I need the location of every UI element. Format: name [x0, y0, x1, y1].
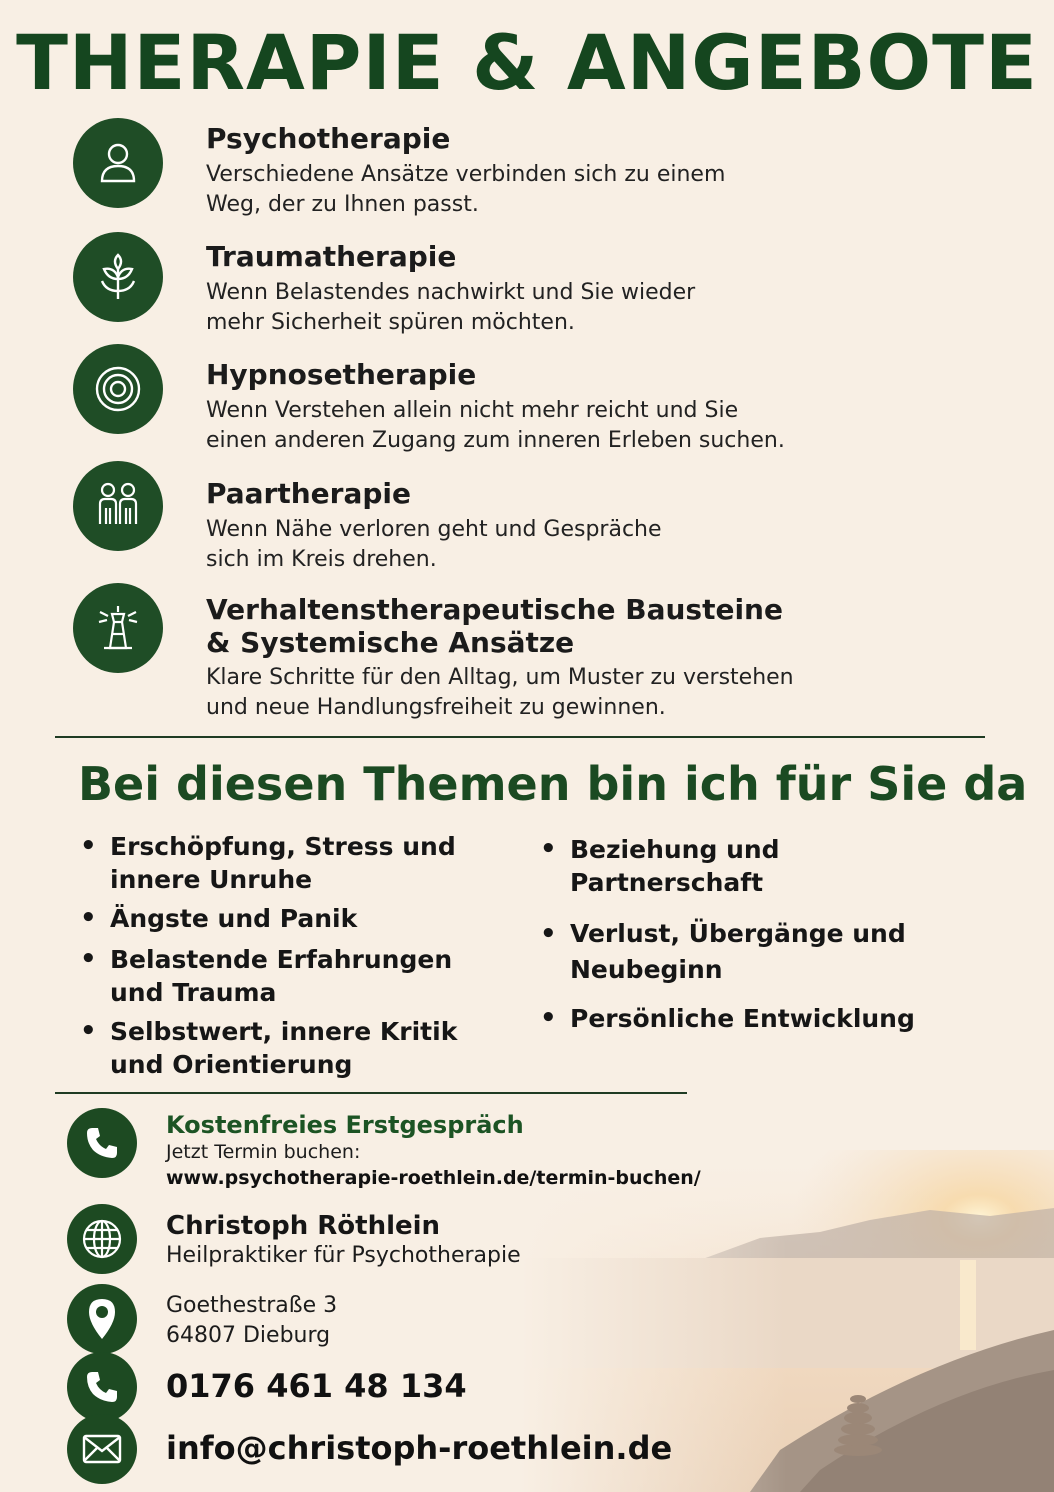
phone-number[interactable]: 0176 461 48 134: [166, 1367, 467, 1405]
phone-icon: [67, 1352, 137, 1422]
phone-icon: [67, 1108, 137, 1178]
address-city: 64807 Dieburg: [166, 1323, 331, 1348]
mail-icon: [67, 1414, 137, 1484]
person-block: [166, 1211, 521, 1271]
list-item: • Persönliche Entwicklung: [538, 1002, 968, 1035]
booking-text: Jetzt Termin buchen:: [166, 1141, 361, 1163]
service-title: Traumatherapie: [206, 240, 457, 273]
service-description: Klare Schritte für den Alltag, um Muster zu verstehen und neue Handlungsfreiheit zu gewinnen.: [206, 665, 794, 720]
list-item: • Belastende Erfahrungen und Trauma: [78, 943, 478, 1009]
list-item: • Selbstwert, innere Kritik und Orientierung: [78, 1015, 478, 1081]
list-item: • Ängste und Panik: [78, 902, 478, 935]
themes-heading: Bei diesen Themen bin ich für Sie da: [78, 757, 1028, 811]
service-title: Hypnosetherapie: [206, 358, 477, 391]
service-description: Verschiedene Ansätze verbinden sich zu einem Weg, der zu Ihnen passt.: [206, 162, 726, 217]
couple-icon: [73, 461, 163, 551]
globe-icon: [67, 1204, 137, 1274]
spiral-icon: [73, 344, 163, 434]
service-description: Wenn Verstehen allein nicht mehr reicht und Sie einen anderen Zugang zum inneren Erleben suchen.: [206, 398, 785, 453]
service-title: Paartherapie: [206, 477, 412, 510]
lighthouse-icon: [73, 583, 163, 673]
plant-icon: [73, 232, 163, 322]
address-block: [166, 1291, 337, 1351]
booking-block: [166, 1111, 701, 1191]
themes-list-left: [78, 830, 478, 1081]
person-name: Christoph Röthlein: [166, 1211, 441, 1241]
service-description: Wenn Nähe verloren geht und Gespräche sich im Kreis drehen.: [206, 517, 662, 572]
location-pin-icon: [67, 1284, 137, 1354]
list-item: • Verlust, Übergänge und Neubeginn: [538, 916, 968, 988]
booking-link[interactable]: www.psychotherapie-roethlein.de/termin-buchen/: [166, 1167, 701, 1189]
service-title: Verhaltenstherapeutische Bausteine & Systemische Ansätze: [206, 593, 783, 659]
list-item: • Beziehung und Partnerschaft: [538, 833, 968, 899]
divider: [55, 1092, 687, 1094]
address-street: Goethestraße 3: [166, 1293, 338, 1318]
themes-list-right: [538, 833, 968, 1035]
booking-title: Kostenfreies Erstgespräch: [166, 1111, 524, 1139]
list-item: • Erschöpfung, Stress und innere Unruhe: [78, 830, 478, 896]
service-description: Wenn Belastendes nachwirkt und Sie wieder mehr Sicherheit spüren möchten.: [206, 280, 696, 335]
service-title: Psychotherapie: [206, 122, 451, 155]
person-icon: [73, 118, 163, 208]
person-role: Heilpraktiker für Psychotherapie: [166, 1243, 521, 1268]
email-link[interactable]: info@christoph-roethlein.de: [166, 1429, 673, 1467]
divider: [55, 736, 985, 738]
page-title: THERAPIE & ANGEBOTE: [16, 18, 1038, 107]
